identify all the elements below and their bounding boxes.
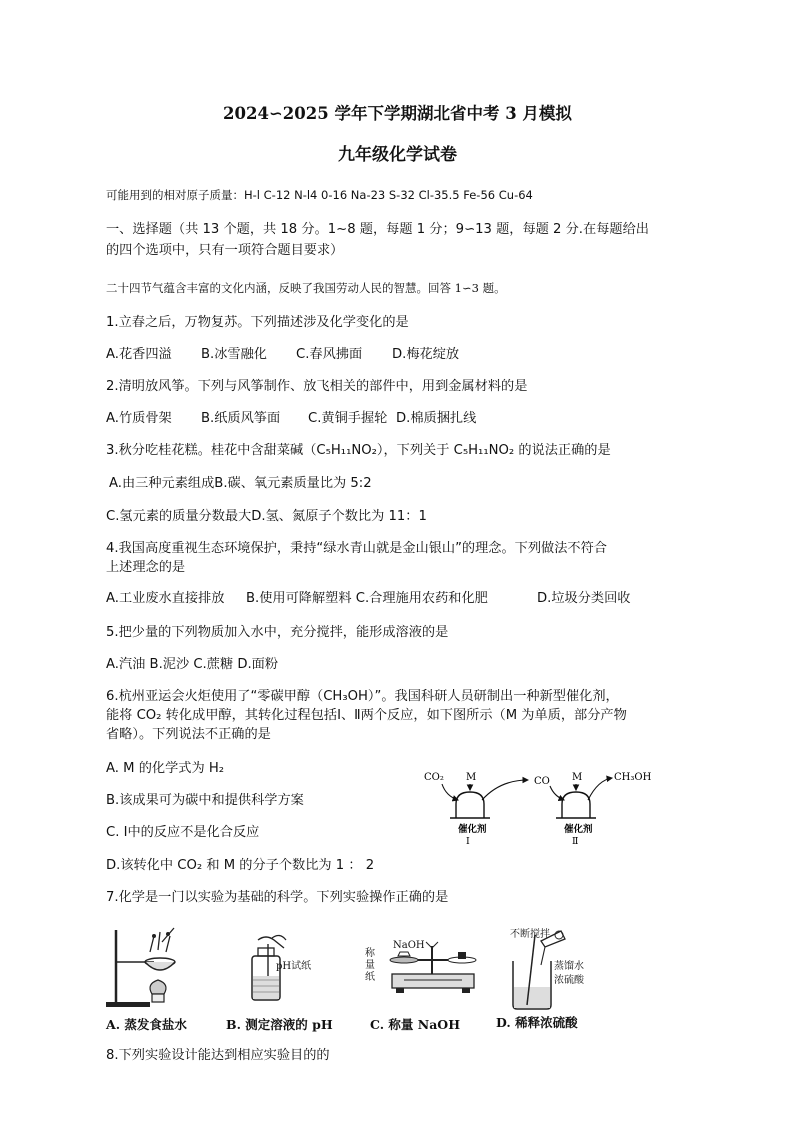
acid-label: 浓硫酸 (554, 975, 584, 986)
q5-options: A.汽油 B.泥沙 C.蔗糖 D.面粉 (106, 657, 279, 672)
q7-stem: 7.化学是一门以实验为基础的科学。下列实验操作正确的是 (106, 890, 449, 905)
q3-options-cd: C.氢元素的质量分数最大D.氢、氮原子个数比为 11：1 (106, 509, 427, 524)
page-subtitle: 九年级化学试卷 (338, 145, 457, 165)
q6-stem-line2: 能将 CO₂ 转化成甲醇，其转化过程包括Ⅰ、Ⅱ两个反应，如下图所示（M 为单质，部分产物 (106, 708, 627, 723)
q6-option-a: A. M 的化学式为 H₂ (106, 761, 225, 776)
q4-option-a: A.工业废水直接排放 (106, 591, 225, 606)
section-intro-line2: 的四个选项中，只有一项符合题目要求） (106, 243, 344, 258)
context-note: 二十四节气蕴含丰富的文化内涵，反映了我国劳动人民的智慧。回答 1∽3 题。 (106, 281, 506, 295)
fig-b-caption: B. 测定溶液的 pH (226, 1017, 333, 1032)
q4-option-d: D.垃圾分类回收 (537, 591, 631, 606)
q1-option-d: D.梅花绽放 (392, 347, 460, 362)
m-label-1: M (466, 772, 477, 783)
page-title: 2024∽2025 学年下学期湖北省中考 3 月模拟 (223, 104, 572, 123)
q6-option-b: B.该成果可为碳中和提供科学方案 (106, 793, 304, 808)
q2-option-b: B.纸质风筝面 (201, 411, 281, 426)
q2-stem: 2.清明放风筝。下列与风筝制作、放飞相关的部件中，用到金属材料的是 (106, 379, 528, 394)
q6-stem-line3: 省略）。下列说法不正确的是 (106, 727, 271, 742)
q6-option-d: D.该转化中 CO₂ 和 M 的分子个数比为 1 ： 2 (106, 858, 375, 873)
atomic-masses: 可能用到的相对原子质量：H-l C-12 N-l4 0-16 Na-23 S-32 Cl-35.5 Fe-56 Cu-64 (106, 188, 533, 202)
catalyst-1-number: Ⅰ (466, 836, 470, 847)
q4-stem-line2: 上述理念的是 (106, 560, 186, 575)
arrow-co-out (482, 780, 528, 800)
q1-stem: 1.立春之后，万物复苏。下列描述涉及化学变化的是 (106, 315, 409, 330)
co2-label: CO₂ (424, 772, 444, 783)
q1-option-b: B.冰雪融化 (201, 347, 267, 362)
catalyst-conversion-diagram (420, 762, 660, 852)
q2-option-a: A.竹质骨架 (106, 411, 172, 426)
arrow-ch3oh-out (588, 778, 612, 800)
ch3oh-label: CH₃OH (614, 772, 652, 783)
weigh-paper-label: 称量纸 (365, 948, 375, 983)
naoh-label: NaOH (393, 940, 425, 951)
q5-stem: 5.把少量的下列物质加入水中，充分搅拌，能形成溶液的是 (106, 625, 449, 640)
q4-stem-line1: 4.我国高度重视生态环境保护，秉持“绿水青山就是金山银山”的理念。下列做法不符合 (106, 541, 607, 556)
catalyst-2-number: Ⅱ (572, 836, 579, 847)
q2-option-d: D.棉质捆扎线 (396, 411, 477, 426)
q2-option-c: C.黄铜手握轮 (308, 411, 388, 426)
fig-d-caption: D. 稀释浓硫酸 (496, 1015, 578, 1030)
q1-option-c: C.春风拂面 (296, 347, 363, 362)
arrow-co2-in (442, 784, 458, 800)
catalyst-2-shape (562, 792, 590, 818)
q1-option-a: A.花香四溢 (106, 347, 172, 362)
water-label: 蒸馏水 (554, 961, 584, 972)
stir-label: 不断搅拌 (510, 929, 550, 940)
q6-stem-line1: 6.杭州亚运会火炬使用了“零碳甲醇（CH₃OH）”。我国科研人员研制出一种新型催化剂， (106, 689, 619, 704)
section-intro-line1: 一、选择题（共 13 个题，共 18 分。1~8 题，每题 1 分；9∽13 题，每题 2 分.在每题给出 (106, 222, 649, 237)
co-label: CO (534, 776, 550, 787)
catalyst-2-label: 催化剂 (564, 824, 593, 835)
catalyst-1-shape (456, 792, 484, 818)
arrow-co-in (550, 786, 564, 800)
m-label-2: M (572, 772, 583, 783)
ph-paper-label: pH试纸 (276, 961, 312, 972)
fig-a-caption: A. 蒸发食盐水 (106, 1017, 187, 1032)
catalyst-1-label: 催化剂 (458, 824, 487, 835)
fig-c-caption: C. 称量 NaOH (370, 1017, 461, 1032)
q3-options-ab: A.由三种元素组成B.碳、氧元素质量比为 5:2 (109, 476, 372, 491)
q8-stem: 8.下列实验设计能达到相应实验目的的 (106, 1048, 330, 1063)
q6-option-c: C. Ⅰ中的反应不是化合反应 (106, 825, 260, 840)
q4-option-bc: B.使用可降解塑料 C.合理施用农药和化肥 (246, 591, 488, 606)
q3-stem: 3.秋分吃桂花糕。桂花中含甜菜碱（C₅H₁₁NO₂），下列关于 C₅H₁₁NO₂ 的说法正确的是 (106, 443, 611, 458)
